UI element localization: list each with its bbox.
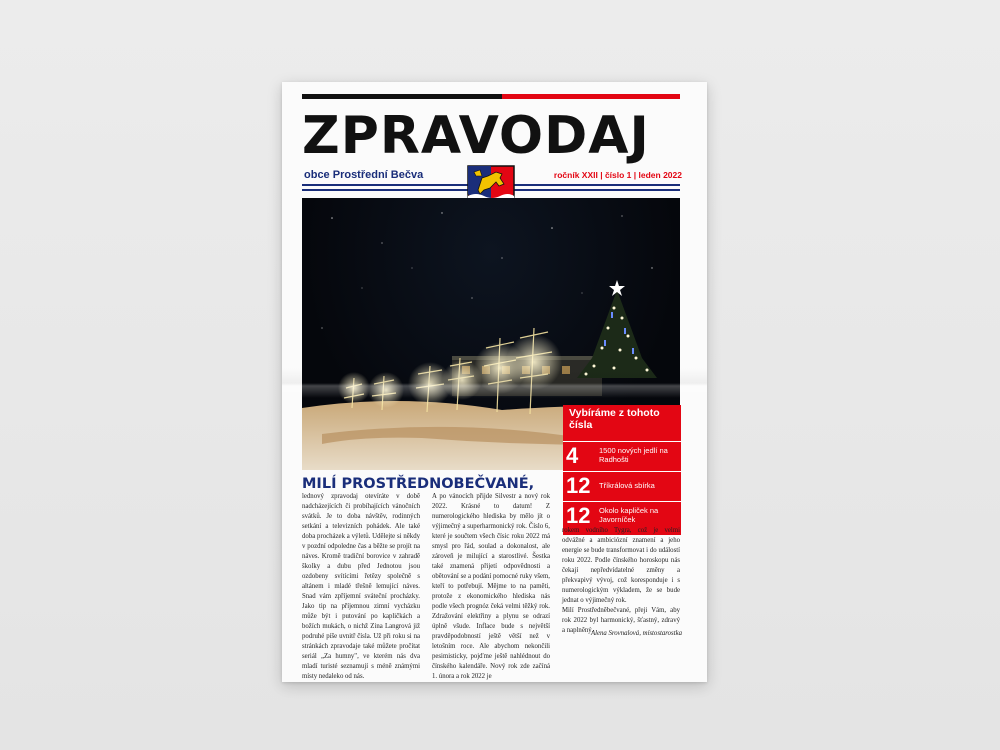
article-column-2: A po vánocích přijde Silvestr a nový rok 2022. Krásné to datum! Z numerologického hlediska by mělo jít o výjimečný a superharmonický rok. Číslo 6, které je součtem všech čísic roku 2022 má smysl pro řád, soulad a dokonalost, ale zároveň je milující a starostlivé. Šestka také znamená přijetí odpovědnosti a obětování se a podání pomocné ruky všem, kteří to potřebují. Mějme to na paměti, protože z ekonomického hlediska nás podle všech prognóz čeká velmi těžký rok. Zdražování elektřiny a plynu se odrazí úplně všude. Inflace bude s největší pravděpodobností ještě větší než v letošním roce. Ale abychom nekončili pesimisticky, pojďme ještě nahlédnout do čínského kalendáře. Nový rok zde začíná 1. února a rok 2022 je bbox=[432, 493, 550, 680]
article-headline: MILÍ PROSTŘEDNOBEČVANÉ, bbox=[302, 476, 535, 492]
article-column-1: lednový zpravodaj otevíráte v době nadcházejících či probíhajících vánočních svátků. Je to doba návštěv, rodinných setkání a televizních pohádek. Ale také doba procházek a výletů. Udělejte si někdy v pozdní odpoledne čas a běžte se projít na náves. Kromě tradiční borovice v zahradě školky a dubu před Jednotou jsou ozdobeny svítícími řetězy společně s altánem i mladé třešně lemující náves. Snad vám zpříjemní sváteční procházky. Jako tip na příjemnou zimní vycházku může být i putování po kapličkách a božích mukách, o nichž Zina Langrová již podruhé píše uvnitř čísla. Už při roku si na stránkách zpravodaje také můžete pročítat seriál „Za humny", ve kterém nás dva mladí turisté seznamují s méně známými místy nedaleko od nás. bbox=[302, 493, 420, 680]
issue-info: ročník XXII | číslo 1 | leden 2022 bbox=[553, 170, 682, 180]
top-color-bar bbox=[302, 94, 680, 99]
contents-item[interactable] bbox=[563, 501, 681, 529]
contents-item-text: Okolo kapliček na Javorníček bbox=[599, 506, 659, 525]
contents-item-page: 12 bbox=[566, 503, 591, 528]
contents-item[interactable] bbox=[563, 441, 681, 469]
article-column-3: rokem vodního Tygra, což je velmi odvážné a ambiciózní znamení a jeho energie se bude transformovat i do událostí roku 2022. Podle čínského horoskopu nás čekají nepředvídatelné změny a překvapivý vývoj, což koresponduje i s numerologickým výkladem, že se bude jednat o výjimečný rok. Milí Prostředněbečvané, přeji Vám, aby rok 2022 byl harmonický, šťastný, zdravý a naplněný. bbox=[562, 527, 680, 634]
contents-item-text: 1500 nových jedlí na Radhošti bbox=[599, 446, 668, 465]
masthead-subtitle: obce Prostřední Bečva bbox=[304, 169, 424, 181]
contents-box bbox=[563, 405, 681, 535]
contents-item-text: Tříkrálová sbírka bbox=[599, 481, 655, 490]
contents-item-page: 4 bbox=[566, 443, 579, 468]
article-signature: Alena Srovnalová, místostarostka bbox=[590, 630, 682, 637]
contents-item[interactable] bbox=[563, 471, 681, 499]
contents-box-title: Vybíráme z tohoto čísla bbox=[569, 407, 660, 431]
contents-item-page: 12 bbox=[566, 473, 591, 498]
newspaper-page bbox=[282, 82, 707, 682]
masthead-title: ZPRAVODAJ bbox=[302, 106, 650, 166]
